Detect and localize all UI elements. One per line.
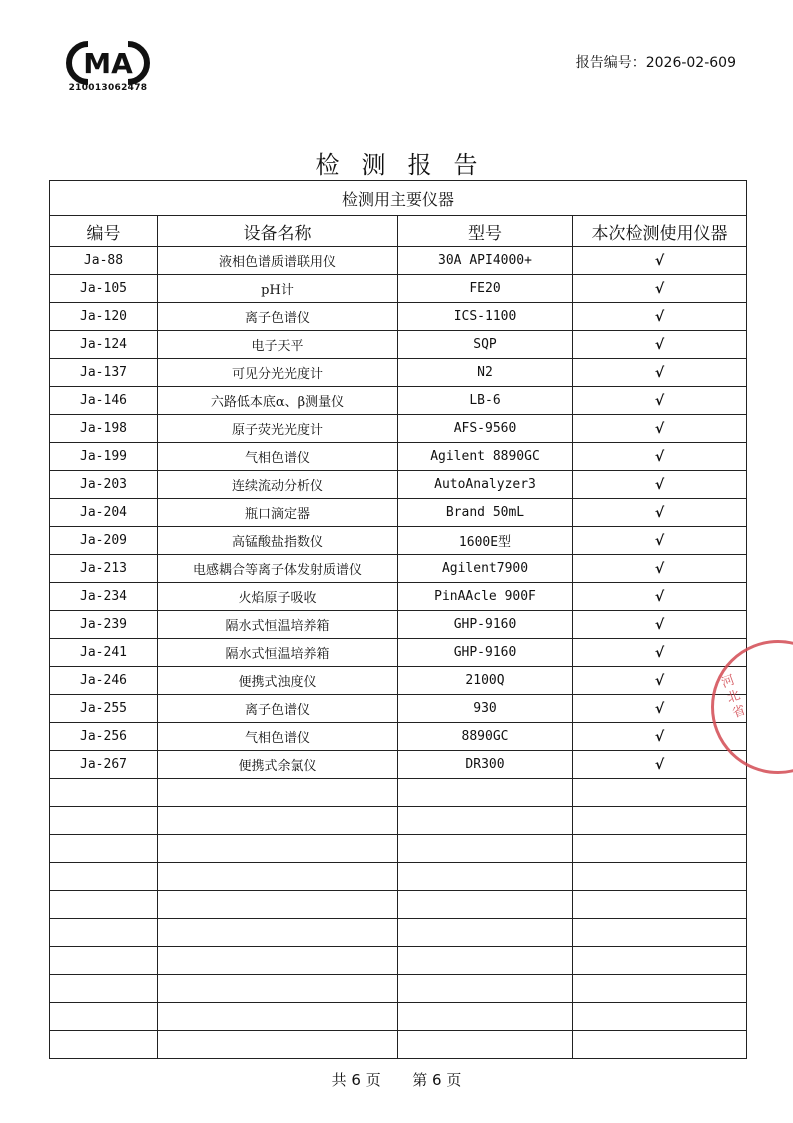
empty-table-row (50, 891, 747, 919)
cell-used-check: √ (573, 331, 747, 359)
empty-table-row (50, 919, 747, 947)
cell-instrument-model: GHP-9160 (398, 639, 573, 667)
cell-instrument-model: 930 (398, 695, 573, 723)
empty-cell (573, 1003, 747, 1031)
cell-instrument-id: Ja-267 (50, 751, 158, 779)
cell-instrument-id: Ja-241 (50, 639, 158, 667)
empty-cell (158, 779, 398, 807)
table-row (50, 331, 747, 359)
cell-instrument-name: 原子荧光光度计 (158, 415, 398, 443)
cell-instrument-model: 30A API4000+ (398, 247, 573, 275)
cell-instrument-name: 六路低本底α、β测量仪 (158, 387, 398, 415)
cell-instrument-model: ICS-1100 (398, 303, 573, 331)
empty-cell (50, 1003, 158, 1031)
table-row (50, 499, 747, 527)
cma-logo (66, 40, 150, 96)
table-row (50, 695, 747, 723)
empty-cell (50, 835, 158, 863)
cell-instrument-id: Ja-198 (50, 415, 158, 443)
cell-instrument-model: N2 (398, 359, 573, 387)
table-row (50, 639, 747, 667)
cell-instrument-model: 1600E型 (398, 527, 573, 555)
cell-instrument-model: AutoAnalyzer3 (398, 471, 573, 499)
empty-cell (158, 947, 398, 975)
empty-table-row (50, 947, 747, 975)
cell-instrument-name: 连续流动分析仪 (158, 471, 398, 499)
empty-cell (398, 807, 573, 835)
empty-cell (398, 919, 573, 947)
table-row (50, 555, 747, 583)
cell-instrument-name: 气相色谱仪 (158, 443, 398, 471)
table-row (50, 471, 747, 499)
cell-instrument-model: LB-6 (398, 387, 573, 415)
cell-instrument-name: 高锰酸盐指数仪 (158, 527, 398, 555)
empty-table-row (50, 779, 747, 807)
table-caption-row (50, 181, 747, 216)
cell-instrument-id: Ja-88 (50, 247, 158, 275)
empty-cell (573, 863, 747, 891)
empty-table-row (50, 1003, 747, 1031)
empty-cell (398, 1003, 573, 1031)
empty-cell (50, 1031, 158, 1059)
empty-table-row (50, 1031, 747, 1059)
cell-used-check: √ (573, 275, 747, 303)
cell-used-check: √ (573, 555, 747, 583)
table-row (50, 611, 747, 639)
table-row (50, 443, 747, 471)
column-header-name: 设备名称 (158, 216, 398, 247)
logo-text: MA (83, 47, 133, 80)
cell-instrument-id: Ja-105 (50, 275, 158, 303)
cell-instrument-model: PinAAcle 900F (398, 583, 573, 611)
cell-instrument-model: 8890GC (398, 723, 573, 751)
total-pages: 共 6 页 (331, 1071, 381, 1089)
empty-cell (158, 975, 398, 1003)
empty-cell (398, 891, 573, 919)
empty-cell (50, 891, 158, 919)
table-row (50, 723, 747, 751)
empty-cell (398, 835, 573, 863)
table-row (50, 359, 747, 387)
empty-cell (158, 863, 398, 891)
cell-instrument-id: Ja-146 (50, 387, 158, 415)
empty-table-row (50, 835, 747, 863)
cell-used-check: √ (573, 359, 747, 387)
cell-instrument-name: 隔水式恒温培养箱 (158, 639, 398, 667)
empty-cell (398, 947, 573, 975)
cell-instrument-id: Ja-137 (50, 359, 158, 387)
empty-cell (573, 807, 747, 835)
cell-instrument-model: SQP (398, 331, 573, 359)
cell-instrument-name: 液相色谱质谱联用仪 (158, 247, 398, 275)
page-footer (0, 1069, 793, 1090)
cell-instrument-id: Ja-203 (50, 471, 158, 499)
cell-instrument-name: 离子色谱仪 (158, 695, 398, 723)
cell-instrument-model: DR300 (398, 751, 573, 779)
cell-instrument-model: AFS-9560 (398, 415, 573, 443)
cert-number: 210013062478 (68, 83, 148, 93)
cell-instrument-id: Ja-234 (50, 583, 158, 611)
empty-cell (573, 947, 747, 975)
cell-used-check: √ (573, 667, 747, 695)
cma-emblem-icon (66, 40, 150, 86)
empty-table-row (50, 807, 747, 835)
empty-cell (50, 863, 158, 891)
table-row (50, 751, 747, 779)
table-row (50, 583, 747, 611)
cell-used-check: √ (573, 611, 747, 639)
cell-instrument-name: 隔水式恒温培养箱 (158, 611, 398, 639)
cell-instrument-id: Ja-213 (50, 555, 158, 583)
empty-cell (398, 1031, 573, 1059)
cell-instrument-model: Agilent 8890GC (398, 443, 573, 471)
cell-instrument-name: 可见分光光度计 (158, 359, 398, 387)
cell-instrument-id: Ja-239 (50, 611, 158, 639)
empty-cell (573, 1031, 747, 1059)
cell-instrument-name: 电感耦合等离子体发射质谱仪 (158, 555, 398, 583)
cell-instrument-name: 便携式浊度仪 (158, 667, 398, 695)
table-row (50, 667, 747, 695)
table-row (50, 303, 747, 331)
empty-cell (573, 779, 747, 807)
cell-used-check: √ (573, 303, 747, 331)
cell-used-check: √ (573, 415, 747, 443)
cell-instrument-name: 气相色谱仪 (158, 723, 398, 751)
empty-cell (50, 919, 158, 947)
cell-instrument-name: pH计 (158, 275, 398, 303)
cell-instrument-name: 离子色谱仪 (158, 303, 398, 331)
empty-cell (573, 919, 747, 947)
column-header-id: 编号 (50, 216, 158, 247)
empty-cell (158, 1031, 398, 1059)
cell-instrument-id: Ja-120 (50, 303, 158, 331)
empty-cell (50, 975, 158, 1003)
empty-table-row (50, 863, 747, 891)
empty-cell (50, 947, 158, 975)
cell-instrument-model: GHP-9160 (398, 611, 573, 639)
cell-instrument-id: Ja-255 (50, 695, 158, 723)
empty-cell (398, 779, 573, 807)
cell-used-check: √ (573, 583, 747, 611)
seal-text: 河 北 省 (719, 672, 748, 722)
report-number: 报告编号：2026-02-609 (575, 55, 736, 71)
empty-cell (50, 807, 158, 835)
column-header-model: 型号 (398, 216, 573, 247)
instrument-table (49, 180, 747, 1059)
empty-cell (158, 1003, 398, 1031)
cell-used-check: √ (573, 723, 747, 751)
cell-instrument-id: Ja-204 (50, 499, 158, 527)
table-row (50, 527, 747, 555)
cell-instrument-model: 2100Q (398, 667, 573, 695)
cell-instrument-id: Ja-256 (50, 723, 158, 751)
cell-used-check: √ (573, 499, 747, 527)
empty-cell (158, 807, 398, 835)
cell-instrument-name: 便携式余氯仪 (158, 751, 398, 779)
cell-used-check: √ (573, 639, 747, 667)
table-row (50, 275, 747, 303)
empty-cell (398, 863, 573, 891)
cell-instrument-name: 火焰原子吸收 (158, 583, 398, 611)
cell-instrument-name: 瓶口滴定器 (158, 499, 398, 527)
empty-cell (573, 975, 747, 1003)
cell-instrument-id: Ja-209 (50, 527, 158, 555)
cell-used-check: √ (573, 443, 747, 471)
cell-instrument-id: Ja-199 (50, 443, 158, 471)
official-seal (705, 640, 793, 780)
cell-instrument-name: 电子天平 (158, 331, 398, 359)
current-page: 第 6 页 (412, 1071, 462, 1089)
cell-instrument-model: Brand 50mL (398, 499, 573, 527)
cell-used-check: √ (573, 527, 747, 555)
empty-cell (158, 835, 398, 863)
cell-instrument-model: FE20 (398, 275, 573, 303)
table-caption: 检测用主要仪器 (50, 181, 747, 216)
empty-cell (158, 919, 398, 947)
table-row (50, 415, 747, 443)
page-title: 检测报告 (315, 151, 500, 179)
table-row (50, 247, 747, 275)
empty-cell (50, 779, 158, 807)
cell-instrument-id: Ja-246 (50, 667, 158, 695)
column-header-used: 本次检测使用仪器 (573, 216, 747, 247)
empty-cell (158, 891, 398, 919)
empty-cell (573, 891, 747, 919)
empty-table-row (50, 975, 747, 1003)
empty-cell (573, 835, 747, 863)
cell-used-check: √ (573, 387, 747, 415)
cell-used-check: √ (573, 471, 747, 499)
cell-used-check: √ (573, 695, 747, 723)
cell-instrument-id: Ja-124 (50, 331, 158, 359)
cell-instrument-model: Agilent7900 (398, 555, 573, 583)
cell-used-check: √ (573, 751, 747, 779)
empty-cell (398, 975, 573, 1003)
table-header-row (50, 216, 747, 247)
table-row (50, 387, 747, 415)
cell-used-check: √ (573, 247, 747, 275)
